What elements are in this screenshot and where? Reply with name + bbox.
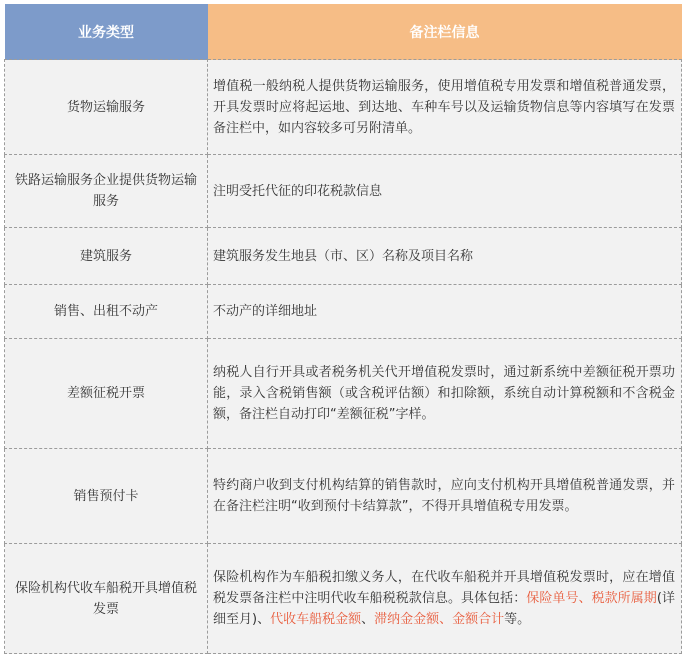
header-business-type: 业务类型 <box>5 4 208 60</box>
highlight-vehicle-tax-amount: 代收车船税金额 <box>270 612 362 627</box>
table-row <box>5 449 682 544</box>
table-row <box>5 60 682 155</box>
business-type-cell: 货物运输服务 <box>5 60 208 155</box>
highlight-late-fee-amount: 滞纳金金额 <box>374 612 440 627</box>
remark-info-cell: 特约商户收到支付机构结算的销售款时，应向支付机构开具增值税普通发票，并在备注栏注明“收到预付卡结算款”，不得开具增值税专用发票。 <box>208 449 682 544</box>
remark-info-cell: 增值税一般纳税人提供货物运输服务，使用增值税专用发票和增值税普通发票，开具发票时应将起运地、到达地、车种车号以及运输货物信息等内容填写在发票备注栏中，如内容较多可另附清单。 <box>208 60 682 155</box>
remark-intro-text: 保险机构作为车船税扣缴义务人，在代收车船税并开具增值税发票时，应在增值税发票备注栏中注明代收车船税税款信息。具体包括： <box>213 570 675 606</box>
table-row <box>5 155 682 228</box>
remark-tail-text: 等。 <box>504 612 531 627</box>
highlight-policy-number: 保险单号 <box>526 591 579 606</box>
business-type-cell: 保险机构代收车船税开具增值税发票 <box>5 544 208 654</box>
separator-text: 、 <box>578 591 592 606</box>
remark-info-cell: 注明受托代征的印花税款信息 <box>208 155 682 228</box>
separator-text: 、 <box>361 612 375 627</box>
table-row <box>5 285 682 339</box>
highlight-total-amount: 金额合计 <box>452 612 505 627</box>
separator-text: 、 <box>439 612 453 627</box>
tax-period-note: (详细至月) <box>213 591 675 627</box>
remark-info-cell: 建筑服务发生地县（市、区）名称及项目名称 <box>208 228 682 285</box>
remark-info-cell <box>208 544 682 654</box>
separator-text: 、 <box>257 612 271 627</box>
business-type-cell: 销售、出租不动产 <box>5 285 208 339</box>
table-row <box>5 228 682 285</box>
business-type-cell: 销售预付卡 <box>5 449 208 544</box>
business-type-cell: 建筑服务 <box>5 228 208 285</box>
business-type-cell: 差额征税开票 <box>5 339 208 449</box>
table-header-row <box>5 4 682 60</box>
header-remark-info: 备注栏信息 <box>208 4 682 60</box>
highlight-tax-period: 税款所属期 <box>591 591 657 606</box>
remark-info-cell: 纳税人自行开具或者税务机关代开增值税发票时，通过新系统中差额征税开票功能，录入含税销售额（或含税评估额）和扣除额，系统自动计算税额和不含税金额，备注栏自动打印“差额征税”字样。 <box>208 339 682 449</box>
invoice-remark-table <box>4 4 682 654</box>
table-row <box>5 544 682 654</box>
table-row <box>5 339 682 449</box>
business-type-cell: 铁路运输服务企业提供货物运输服务 <box>5 155 208 228</box>
remark-info-cell: 不动产的详细地址 <box>208 285 682 339</box>
